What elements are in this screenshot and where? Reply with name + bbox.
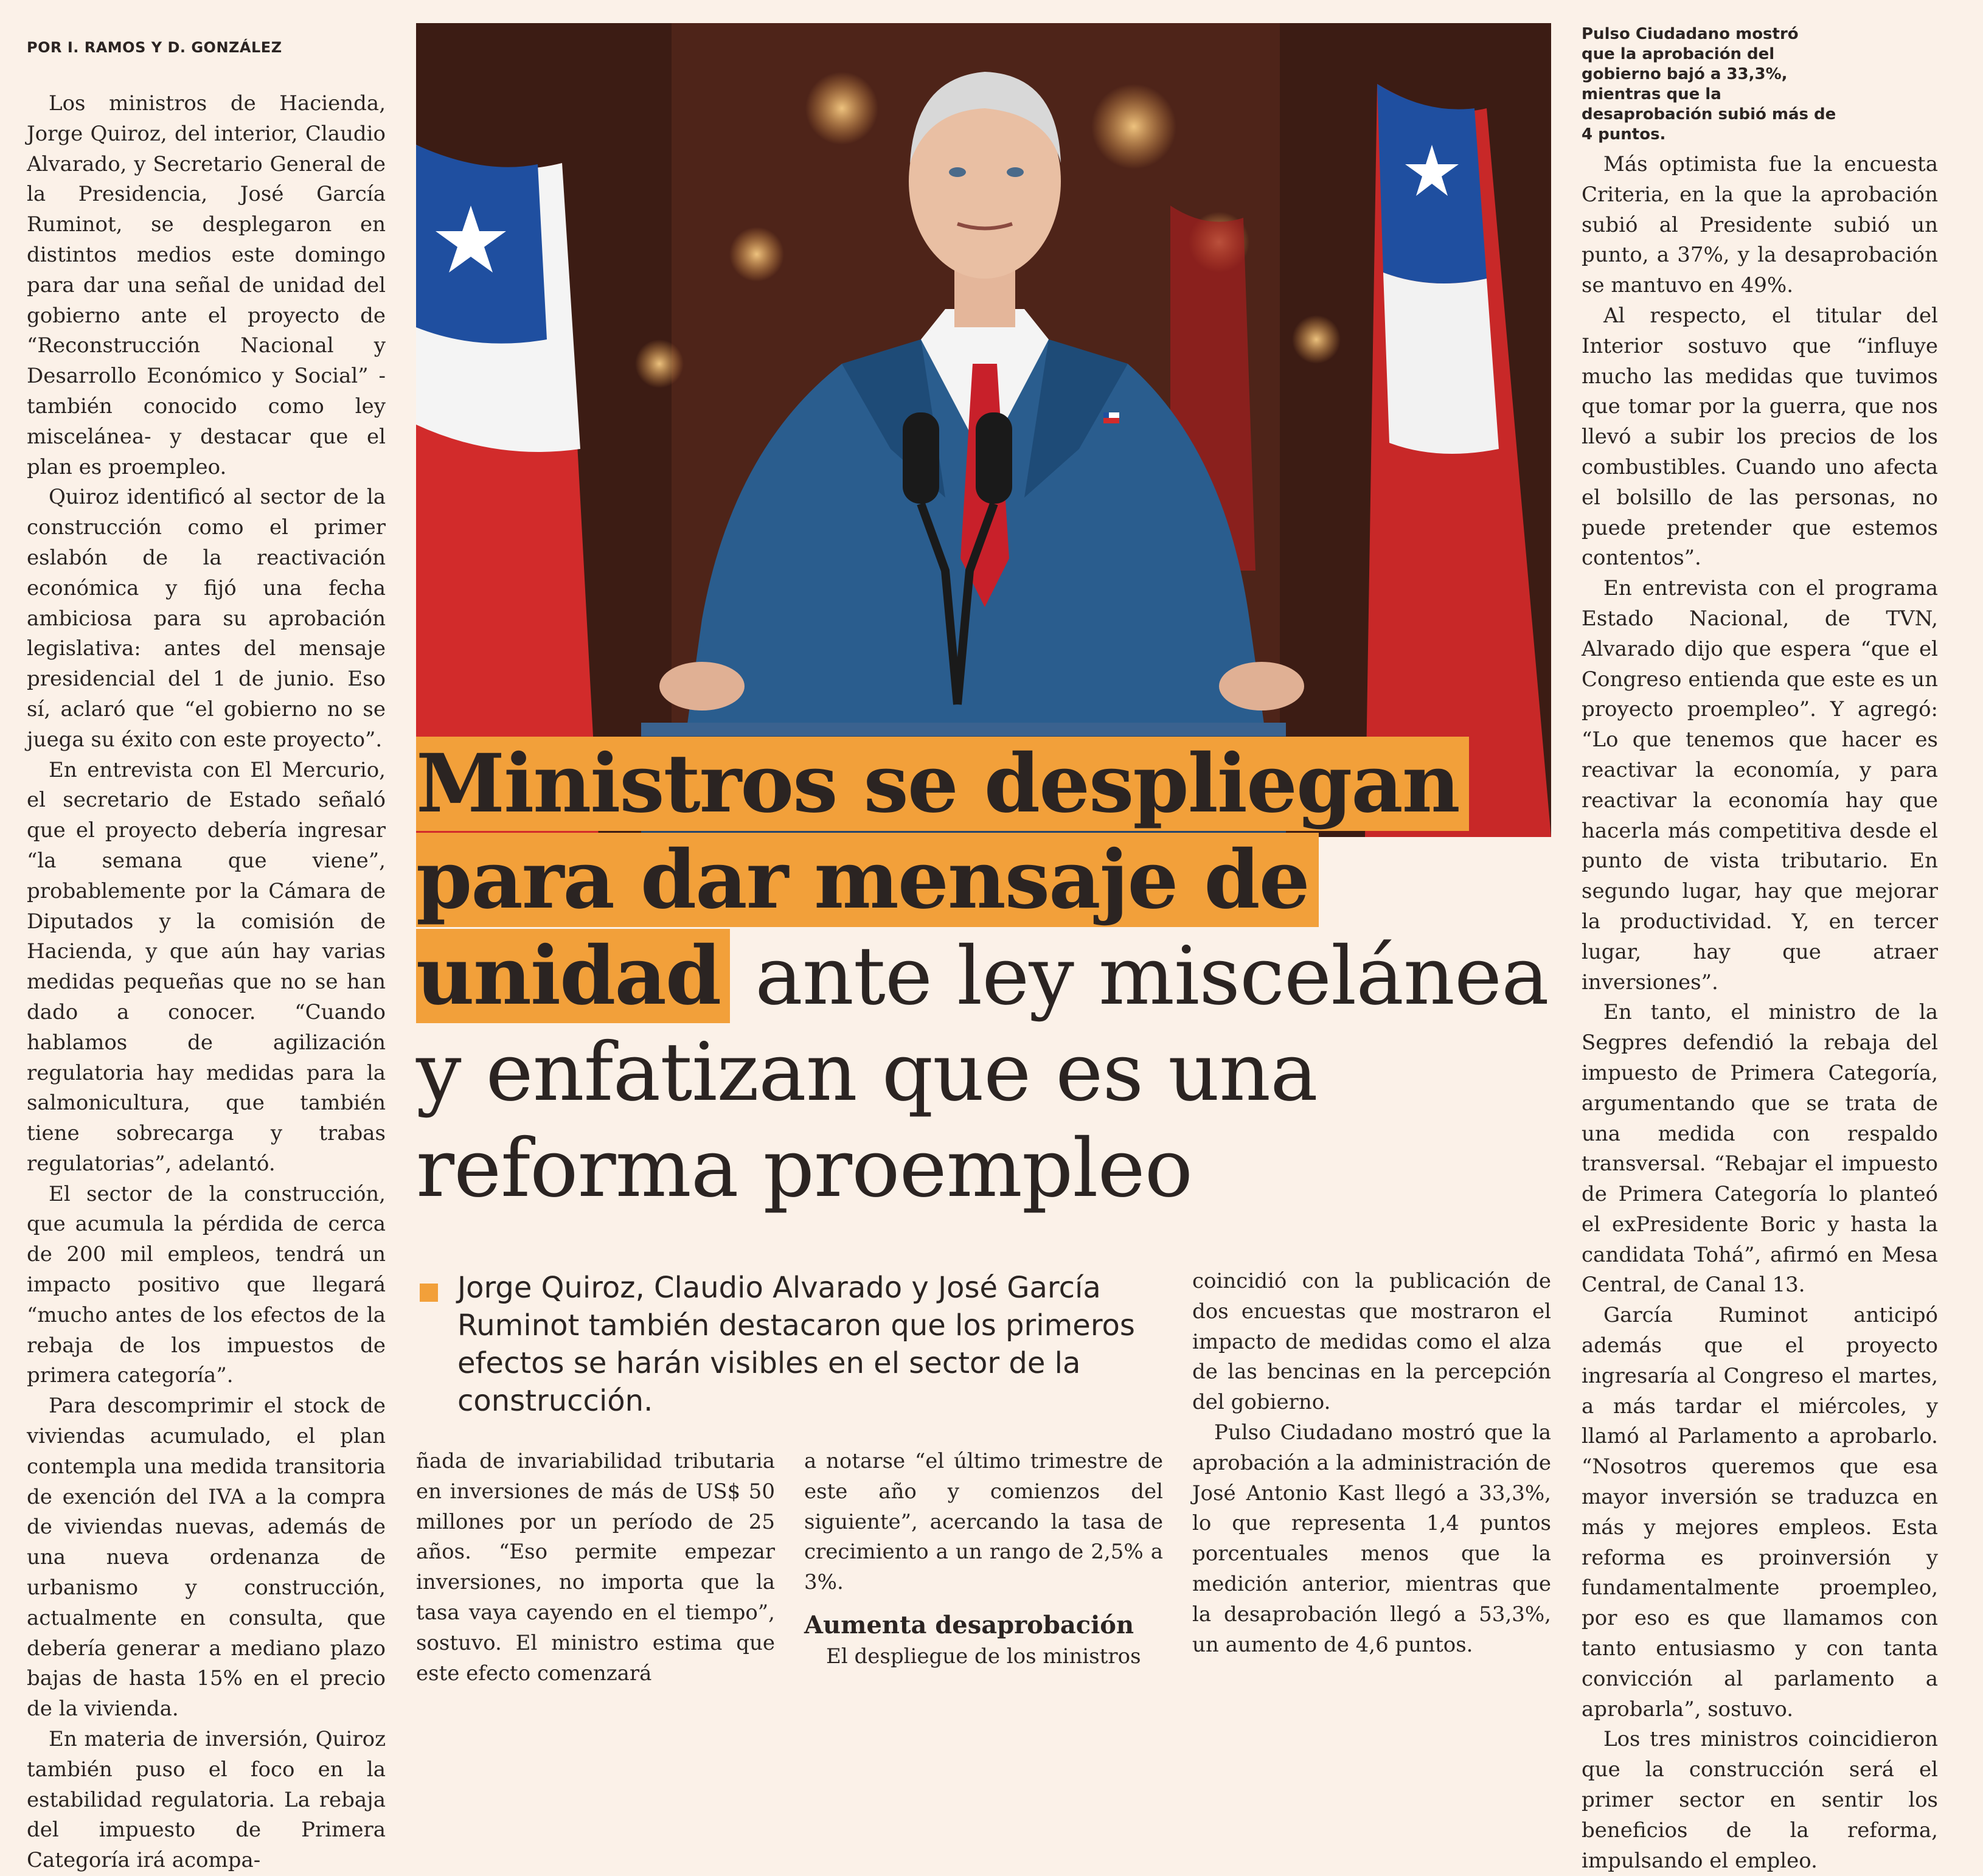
paragraph: El sector de la construcción, que acumula la pérdida de cerca de 200 mil empleos, tendrá un impacto positivo que llegará “mucho antes de los efectos de la rebaja de los impuestos de primera categoría”. (27, 1181, 386, 1388)
paragraph: ñada de invariabilidad tributaria en inversiones de más de US$ 50 millones por un período de 25 años. “Eso permite empezar inversiones, no importa que la tasa vaya cayendo en el tiempo”, sostuvo. El ministro estima que este efecto comenzará (416, 1449, 775, 1686)
paragraph: Los tres ministros coincidieron que la construcción será el primer sector en sentir los beneficios de la reforma, impulsando el empleo. (1582, 1727, 1938, 1873)
paragraph: Quiroz identificó al sector de la construcción como el primer eslabón de la reactivación económica y fijó una fecha ambiciosa para su aprobación legislativa: antes del mensaje presidencial del 1 de junio. Eso sí, aclaró que “el gobierno no se juega su éxito con este proyecto”. (27, 485, 386, 752)
headline-rest: ante ley miscelánea y enfatizan que es una reforma proempleo (416, 929, 1549, 1215)
paragraph: En tanto, el ministro de la Segpres defendió la rebaja del impuesto de Primera Categoría, argumentando que se trata de una medida con respaldo transversal. “Rebajar el impuesto de Primera Categoría lo planteó el exPresidente Boric y hasta la candidata Tohá”, afirmó en Mesa Central, de Canal 13. (1582, 1000, 1938, 1298)
lead-photo (416, 23, 1551, 837)
paragraph: a notarse “el último trimestre de este año y comienzos del siguiente”, acercando la tasa de crecimiento a un rango de 2,5% a 3%. (804, 1449, 1163, 1595)
headline-highlight: Ministros se despliegan para dar mensaje de unidad (416, 737, 1469, 1023)
paragraph: García Ruminot anticipó además que el proyecto ingresaría al Congreso el martes, a más tardar el miércoles, y llamó al Parlamento a aprobarlo. “Nosotros queremos que esa mayor inversión se traduzca en más y mejores empleos. Esta reforma es proinversión y fundamentalmente proempleo, por eso es que llamamos con tanto entusiasmo y con tanta convicción al parlamento a aprobarla”, sostuvo. (1582, 1303, 1938, 1721)
article-column-5 (1582, 150, 1938, 1876)
deck-text: Jorge Quiroz, Claudio Alvarado y José García Ruminot también destacaron que los primeros efectos se harán visibles en el sector de la construcción. (457, 1271, 1135, 1418)
article-column-2 (416, 1447, 775, 1689)
podium-photo-illustration (416, 23, 1551, 837)
byline: POR I. RAMOS Y D. GONZÁLEZ (27, 39, 282, 56)
paragraph: Al respecto, el titular del Interior sostuvo que “influye mucho las medidas que tuvimos que tomar por la guerra, que nos llevó a subir los precios de los combustibles. Cuando uno afecta el bolsillo de las personas, no puede pretender que estemos contentos”. (1582, 303, 1938, 571)
article-column-3 (804, 1447, 1163, 1672)
paragraph: El despliegue de los ministros (826, 1644, 1141, 1669)
paragraph: Los ministros de Hacienda, Jorge Quiroz, del interior, Claudio Alvarado, y Secretario General de la Presidencia, José García Ruminot, se desplegaron en distintos medios este domingo para dar una señal de unidad del gobierno ante el proyecto de “Reconstrucción Nacional y Desarrollo Económico y Social” -también conocido como ley miscelánea- y destacar que el plan es proempleo. (27, 91, 386, 479)
headline (416, 736, 1572, 1217)
paragraph: Pulso Ciudadano mostró que la aprobación a la administración de José Antonio Kast llegó a 33,3%, lo que representa 1,4 puntos porcentuales menos que la medición anterior, mientras que la desaprobación llegó a 53,3%, un aumento de 4,6 puntos. (1192, 1420, 1551, 1657)
side-quote: Pulso Ciudadano mostró que la aprobación del gobierno bajó a 33,3%, mientras que la desaprobación subió más de 4 puntos. (1582, 25, 1836, 144)
article-column-4 (1192, 1266, 1551, 1660)
deck-bullet-square (420, 1284, 438, 1302)
deck (420, 1269, 1137, 1420)
paragraph: En entrevista con El Mercurio, el secretario de Estado señaló que el proyecto debería ingresar “la semana que viene”, probablemente por la Cámara de Diputados y la comisión de Hacienda, y que aún hay varias medidas pequeñas que no se han dado a conocer. “Cuando hablamos de agilización regulatoria hay medidas para la salmonicultura, que también tiene sobrecarga y trabas regulatorias”, adelantó. (27, 757, 386, 1176)
subheading: Aumenta desaprobación (804, 1610, 1134, 1639)
paragraph: Más optimista fue la encuesta Criteria, en la que la aprobación subió al Presidente subió un punto, a 37%, y la desaprobación se mantuvo en 49%. (1582, 152, 1938, 298)
paragraph: En materia de inversión, Quiroz también puso el foco en la estabilidad regulatoria. La rebaja del impuesto de Primera Categoría irá acompa- (27, 1727, 386, 1873)
paragraph: coincidió con la publicación de dos encuestas que mostraron el impacto de medidas como el alza de las bencinas en la percepción del gobierno. (1192, 1269, 1551, 1415)
paragraph: En entrevista con el programa Estado Nacional, de TVN, Alvarado dijo que espera “que el Congreso entienda que este es un proyecto proempleo”. Y agregó: “Lo que tenemos que hacer es reactivar la economía, y para reactivar la economía hay que hacerla más competitiva desde el punto de vista tributario. En segundo lugar, hay que mejorar la productividad. Y, en tercer lugar, hay que atraer inversiones”. (1582, 576, 1938, 995)
paragraph: Para descomprimir el stock de viviendas acumulado, el plan contempla una medida transitoria de exención del IVA a la compra de viviendas nuevas, además de una nueva ordenanza de urbanismo y construcción, actualmente en consulta, que debería generar a mediano plazo bajas de hasta 15% en el precio de la vivienda. (27, 1394, 386, 1721)
article-column-1 (27, 89, 386, 1876)
